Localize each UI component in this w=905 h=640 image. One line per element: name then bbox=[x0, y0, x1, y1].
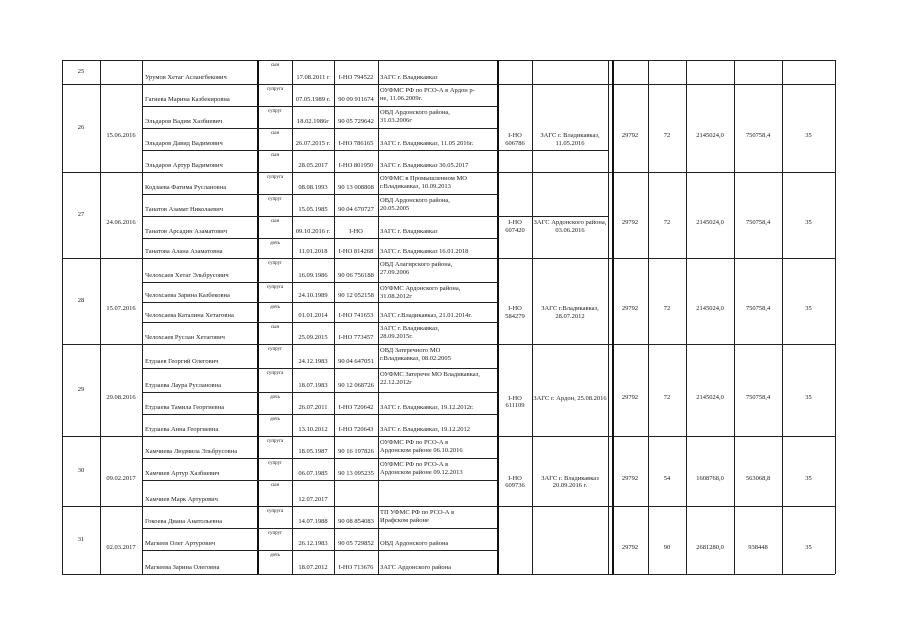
member-row-border bbox=[142, 480, 498, 481]
value-cell: 2145024,0 bbox=[696, 132, 724, 139]
issuer-text: ЗАГС г. Владикавказ bbox=[380, 74, 438, 81]
value-cell: 35 bbox=[805, 394, 812, 401]
issuer-text: ОУФМС Затеречн МО Владикавказ, bbox=[380, 371, 480, 378]
document-number: I-НО 801950 bbox=[338, 162, 374, 169]
member-row-border bbox=[142, 528, 498, 529]
issuer-text: Ардонском районе 09.12.2013 bbox=[380, 469, 463, 476]
member-row-border bbox=[142, 194, 498, 195]
document-number: I-НО bbox=[349, 228, 363, 235]
document-number: 90 09 911674 bbox=[338, 96, 374, 103]
member-row-border bbox=[498, 216, 608, 217]
issuer-text: ОВД Ардонского района bbox=[380, 540, 449, 547]
member-name: Танатова Алана Азаматовна bbox=[145, 248, 223, 255]
issuer-text: г.Владикавказ, 10.09.2013 bbox=[380, 183, 451, 190]
table-column-line bbox=[257, 60, 259, 574]
table-row-border bbox=[62, 258, 835, 259]
document-number: 90 08 854083 bbox=[338, 518, 374, 525]
birth-date: 24.12.1983 bbox=[298, 358, 328, 365]
value-cell: 750758,4 bbox=[745, 132, 771, 139]
member-row-border bbox=[142, 550, 498, 551]
document-number: 90 05 729642 bbox=[338, 118, 374, 125]
table-column-line bbox=[142, 60, 143, 574]
registration-date: 02.03.2017 bbox=[106, 544, 136, 551]
certificate-issuer: ЗАГС г. Ардон, 25.08.2016 bbox=[533, 394, 607, 402]
member-name: Хамчиева Людмила Эльбрусовна bbox=[145, 448, 238, 455]
row-number: 30 bbox=[77, 467, 85, 474]
birth-date: 11.01.2018 bbox=[298, 248, 328, 255]
registration-date: 29.08.2016 bbox=[106, 394, 136, 401]
member-row-border bbox=[142, 322, 498, 323]
birth-date: 18.07.1983 bbox=[298, 382, 328, 389]
relation-label: сын bbox=[270, 219, 280, 224]
member-name: Гокоева Диана Анатольевна bbox=[145, 518, 223, 525]
table-row-border bbox=[62, 60, 835, 61]
row-number: 31 bbox=[77, 536, 85, 543]
birth-date: 25.09.2015 bbox=[298, 334, 328, 341]
document-number: 90 04 670727 bbox=[338, 206, 374, 213]
birth-date: 09.10.2016 г. bbox=[295, 228, 331, 235]
issuer-text: ТП УФМС РФ по РСО-А в bbox=[380, 509, 455, 516]
table-column-line bbox=[62, 60, 63, 574]
value-cell: 1608768,0 bbox=[696, 475, 724, 482]
relation-label: супруг bbox=[267, 109, 283, 114]
birth-date: 15.05.1985 bbox=[298, 206, 328, 213]
value-cell: 2145024,0 bbox=[696, 394, 724, 401]
issuer-text: 31.08.2012г bbox=[380, 293, 412, 300]
certificate-number: I-НО 584279 bbox=[505, 305, 525, 320]
issuer-text: ЗАГС Ардонского района bbox=[380, 564, 452, 571]
value-cell: 35 bbox=[805, 475, 812, 482]
certificate-number: I-НО 611109 bbox=[505, 394, 525, 410]
member-name: Танатов Арсадин Азаматович bbox=[145, 228, 228, 235]
table-column-line bbox=[608, 60, 609, 574]
member-name: Етдзаева Лаура Руслановна bbox=[145, 382, 221, 389]
relation-label: супруг bbox=[267, 347, 283, 352]
certificate-issuer: ЗАГС г. Владикавказ, 11.05.2016 bbox=[540, 132, 600, 147]
document-number: I-НО 741653 bbox=[338, 312, 374, 319]
relation-label: сын bbox=[270, 153, 280, 158]
value-cell: 563068,8 bbox=[745, 475, 771, 482]
document-number: I-НО 720643 bbox=[338, 426, 374, 433]
relation-label: супруг bbox=[267, 261, 283, 266]
registration-date: 24.06.2016 bbox=[106, 219, 136, 226]
relation-label: сын bbox=[270, 325, 280, 330]
document-number: 90 04 647051 bbox=[338, 358, 374, 365]
value-cell: 72 bbox=[663, 132, 671, 139]
value-cell: 35 bbox=[805, 219, 812, 226]
member-name: Етдзаева Анна Георгиевна bbox=[145, 426, 219, 433]
member-name: Урумов Хетаг Аслангбекович bbox=[145, 74, 227, 81]
document-number: 90 13 008808 bbox=[338, 184, 374, 191]
registration-date: 09.02.2017 bbox=[106, 475, 136, 482]
issuer-text: ОВД Алагирского района, bbox=[380, 261, 453, 268]
document-number: 90 12 052158 bbox=[338, 292, 374, 299]
row-number: 29 bbox=[77, 386, 85, 393]
certificate-number: I-НО 609736 bbox=[505, 474, 525, 489]
value-cell: 35 bbox=[805, 132, 812, 139]
relation-label: супруг bbox=[267, 531, 283, 536]
document-number: I-НО 720642 bbox=[338, 404, 374, 411]
birth-date: 17.08.2011 г bbox=[296, 74, 330, 81]
member-row-border bbox=[142, 414, 498, 415]
member-row-border bbox=[142, 238, 498, 239]
birth-date: 13.10.2012 bbox=[298, 426, 328, 433]
member-name: Етдзаева Тамила Георгиевна bbox=[145, 404, 225, 411]
birth-date: 16.09.1986 bbox=[298, 272, 328, 279]
registration-date: 15.06.2016 bbox=[106, 132, 136, 139]
issuer-text: ОВД Ардонского района, bbox=[380, 109, 450, 116]
value-cell: 750758,4 bbox=[745, 394, 771, 401]
row-number: 27 bbox=[77, 211, 85, 218]
birth-date: 12.07.2017 bbox=[298, 496, 328, 503]
value-cell: 29792 bbox=[621, 544, 639, 551]
document-number: 90 13 095235 bbox=[338, 470, 374, 477]
table-row-border bbox=[62, 344, 835, 345]
relation-label: сын bbox=[270, 131, 280, 136]
value-cell: 2145024,0 bbox=[696, 305, 724, 312]
issuer-text: 20.05.2005 bbox=[380, 205, 410, 212]
document-number: I-НО 814268 bbox=[338, 248, 374, 255]
issuer-text: ОУФМС РФ по РСО-А в bbox=[380, 461, 449, 468]
certificate-issuer: ЗАГС Ардонского района, 03.06.2016 bbox=[533, 219, 607, 234]
row-number: 28 bbox=[77, 297, 85, 304]
member-row-border bbox=[142, 392, 498, 393]
member-name: Челохсаев Хетаг Эльбрусович bbox=[145, 272, 229, 279]
issuer-text: ЗАГС г. Владикавказ 16.01.2018 bbox=[380, 248, 469, 255]
value-cell: 35 bbox=[805, 305, 812, 312]
registration-date: 15.07.2016 bbox=[106, 305, 136, 312]
relation-label: дочь bbox=[270, 553, 280, 558]
value-cell: 29792 bbox=[621, 305, 639, 312]
issuer-text: 22.12.2012г bbox=[380, 379, 412, 386]
member-name: Хамчиев Артур Хазбиевич bbox=[145, 470, 220, 477]
relation-label: дочь bbox=[270, 305, 280, 310]
issuer-text: ОВД Ардонского района, bbox=[380, 197, 450, 204]
row-number: 26 bbox=[77, 124, 85, 131]
table-row-border bbox=[62, 84, 835, 85]
document-number: I-НО 713676 bbox=[338, 564, 374, 571]
issuer-text: ЗАГС г.Владикавказ, 21.01.2014г. bbox=[380, 312, 472, 319]
member-row-border bbox=[142, 128, 498, 129]
value-cell: 29792 bbox=[621, 219, 639, 226]
birth-date: 18.07.2012 bbox=[298, 564, 328, 571]
relation-label: супруг bbox=[267, 461, 283, 466]
table-row-border bbox=[62, 574, 835, 575]
value-cell: 29792 bbox=[621, 475, 639, 482]
member-name: Магкеев Олег Артурович bbox=[145, 540, 216, 547]
table-column-line bbox=[378, 60, 379, 574]
issuer-text: 28.09.2015г. bbox=[380, 333, 413, 340]
member-row-border bbox=[142, 368, 498, 369]
issuer-text: ЗАГС г. Владикавказ, 11.05 2016г. bbox=[380, 140, 474, 147]
document-number: I-НО 794522 bbox=[338, 74, 374, 81]
birth-date: 26.07.2015 г. bbox=[295, 140, 331, 147]
issuer-text: Ирафском районе bbox=[380, 517, 429, 524]
document-number: 90 05 729852 bbox=[338, 540, 374, 547]
member-name: Кодзаева Фатима Руслановна bbox=[145, 184, 227, 191]
relation-label: дочь bbox=[270, 395, 280, 400]
birth-date: 01.01.2014 bbox=[298, 312, 328, 319]
issuer-text: ЗАГС г. Владикавказ bbox=[380, 228, 438, 235]
relation-label: супруга bbox=[266, 87, 284, 92]
member-name: Гагиева Марина Казбекировна bbox=[145, 96, 230, 103]
issuer-text: 27.09.2006 bbox=[380, 269, 410, 276]
member-name: Танатов Азамат Николаевич bbox=[145, 206, 223, 213]
issuer-text: ЗАГС г. Владикавказ, 19.12.2012г. bbox=[380, 404, 474, 411]
issuer-text: г.Владикавказ, 08.02.2005 bbox=[380, 355, 451, 362]
value-cell: 72 bbox=[663, 305, 671, 312]
document-number: 90 06 756188 bbox=[338, 272, 374, 279]
issuer-text: ОУФМС РФ по РСО-А в bbox=[380, 439, 449, 446]
document-number: 90 16 197826 bbox=[338, 448, 374, 455]
member-name: Челохсаев Руслан Хетагович bbox=[145, 334, 225, 341]
birth-date: 18.02.1986г bbox=[297, 118, 329, 125]
relation-label: дочь bbox=[270, 241, 280, 246]
birth-date: 14.07.1988 bbox=[298, 518, 328, 525]
member-name: Эльдаров Давид Вадимович bbox=[145, 140, 223, 147]
relation-label: супруга bbox=[266, 509, 284, 514]
value-cell: 2681280,0 bbox=[696, 544, 724, 551]
birth-date: 28.05.2017 bbox=[298, 162, 328, 169]
value-cell: 750758,4 bbox=[745, 305, 771, 312]
issuer-text: Ардонском районе 06.10.2016 bbox=[380, 447, 463, 454]
member-row-border bbox=[142, 150, 498, 151]
table-column-line bbox=[835, 60, 836, 574]
value-cell: 35 bbox=[805, 544, 812, 551]
issuer-text: ЗАГС г. Владикавказ, 19.12.2012 bbox=[380, 426, 471, 433]
birth-date: 26.07.2011 bbox=[298, 404, 328, 411]
member-name: Етдзаев Георгий Олегович bbox=[145, 358, 219, 365]
certificate-number: I-НО 607420 bbox=[505, 219, 525, 234]
value-cell: 54 bbox=[663, 475, 671, 482]
issuer-text: ОУФМС Ардонского района, bbox=[380, 285, 461, 292]
document-number: I-НО 786165 bbox=[338, 140, 374, 147]
issuer-text: ОВД Затеречного МО bbox=[380, 347, 441, 354]
relation-label: супруга bbox=[266, 371, 284, 376]
table-row-border bbox=[62, 172, 835, 173]
member-name: Хамчиев Марк Артурович bbox=[145, 496, 218, 503]
document-number: I-НО 773457 bbox=[338, 334, 374, 341]
value-cell: 72 bbox=[663, 219, 671, 226]
certificate-number: I-НО 606786 bbox=[505, 132, 525, 147]
issuer-text: ЗАГС г. Владикавказ, bbox=[380, 325, 440, 332]
member-name: Челохсаева Зарина Казбековна bbox=[145, 292, 230, 299]
row-number: 25 bbox=[77, 68, 85, 75]
issuer-text: не, 11.06.2009г. bbox=[380, 95, 423, 102]
value-cell: 750758,4 bbox=[745, 219, 771, 226]
relation-label: сын bbox=[270, 483, 280, 488]
member-name: Эльдаров Артур Вадимович bbox=[145, 162, 223, 169]
birth-date: 06.07.1985 bbox=[298, 470, 328, 477]
value-cell: 72 bbox=[663, 394, 671, 401]
value-cell: 29792 bbox=[621, 132, 639, 139]
value-cell: 90 bbox=[663, 544, 671, 551]
document-number: 90 12 068726 bbox=[338, 382, 374, 389]
table-row-border bbox=[62, 506, 835, 507]
member-name: Челохсаева Каталина Хетаговна bbox=[145, 312, 234, 319]
member-name: Магкеева Зарина Олеговна bbox=[145, 564, 220, 571]
member-row-border bbox=[142, 216, 498, 217]
relation-label: супруг bbox=[267, 197, 283, 202]
value-cell: 29792 bbox=[621, 394, 639, 401]
certificate-issuer: ЗАГС г.Владикавказ, 28.07.2012 bbox=[541, 305, 599, 320]
birth-date: 24.10.1989 bbox=[298, 292, 328, 299]
table-row-border bbox=[62, 436, 835, 437]
birth-date: 07.05.1989 г. bbox=[295, 96, 331, 103]
member-row-border bbox=[498, 150, 608, 151]
certificate-issuer: ЗАГС г. Владикавказ 20.09.2016 г. bbox=[541, 474, 599, 489]
member-row-border bbox=[142, 282, 498, 283]
relation-label: сын bbox=[270, 63, 280, 68]
value-cell: 2145024,0 bbox=[696, 219, 724, 226]
member-row-border bbox=[142, 302, 498, 303]
relation-label: супруга bbox=[266, 285, 284, 290]
relation-label: дочь bbox=[270, 417, 280, 422]
relation-label: супруга bbox=[266, 439, 284, 444]
relation-label: супруга bbox=[266, 175, 284, 180]
value-cell: 938448 bbox=[748, 544, 768, 551]
birth-date: 08.08.1993 bbox=[298, 184, 328, 191]
birth-date: 18.05.1987 bbox=[298, 448, 328, 455]
issuer-text: 31.03.2006г bbox=[380, 117, 412, 124]
issuer-text: ОУФМС в Промышленном МО bbox=[380, 175, 467, 182]
member-row-border bbox=[142, 106, 498, 107]
member-row-border bbox=[142, 458, 498, 459]
issuer-text: ОУФМС РФ по РСО-А в Ардон р- bbox=[380, 87, 475, 94]
birth-date: 26.12.1983 bbox=[298, 540, 328, 547]
issuer-text: ЗАГС г. Владикавказ 30.05.2017 bbox=[380, 162, 469, 169]
member-name: Эльдаров Вадим Хазбиевич bbox=[145, 118, 223, 125]
